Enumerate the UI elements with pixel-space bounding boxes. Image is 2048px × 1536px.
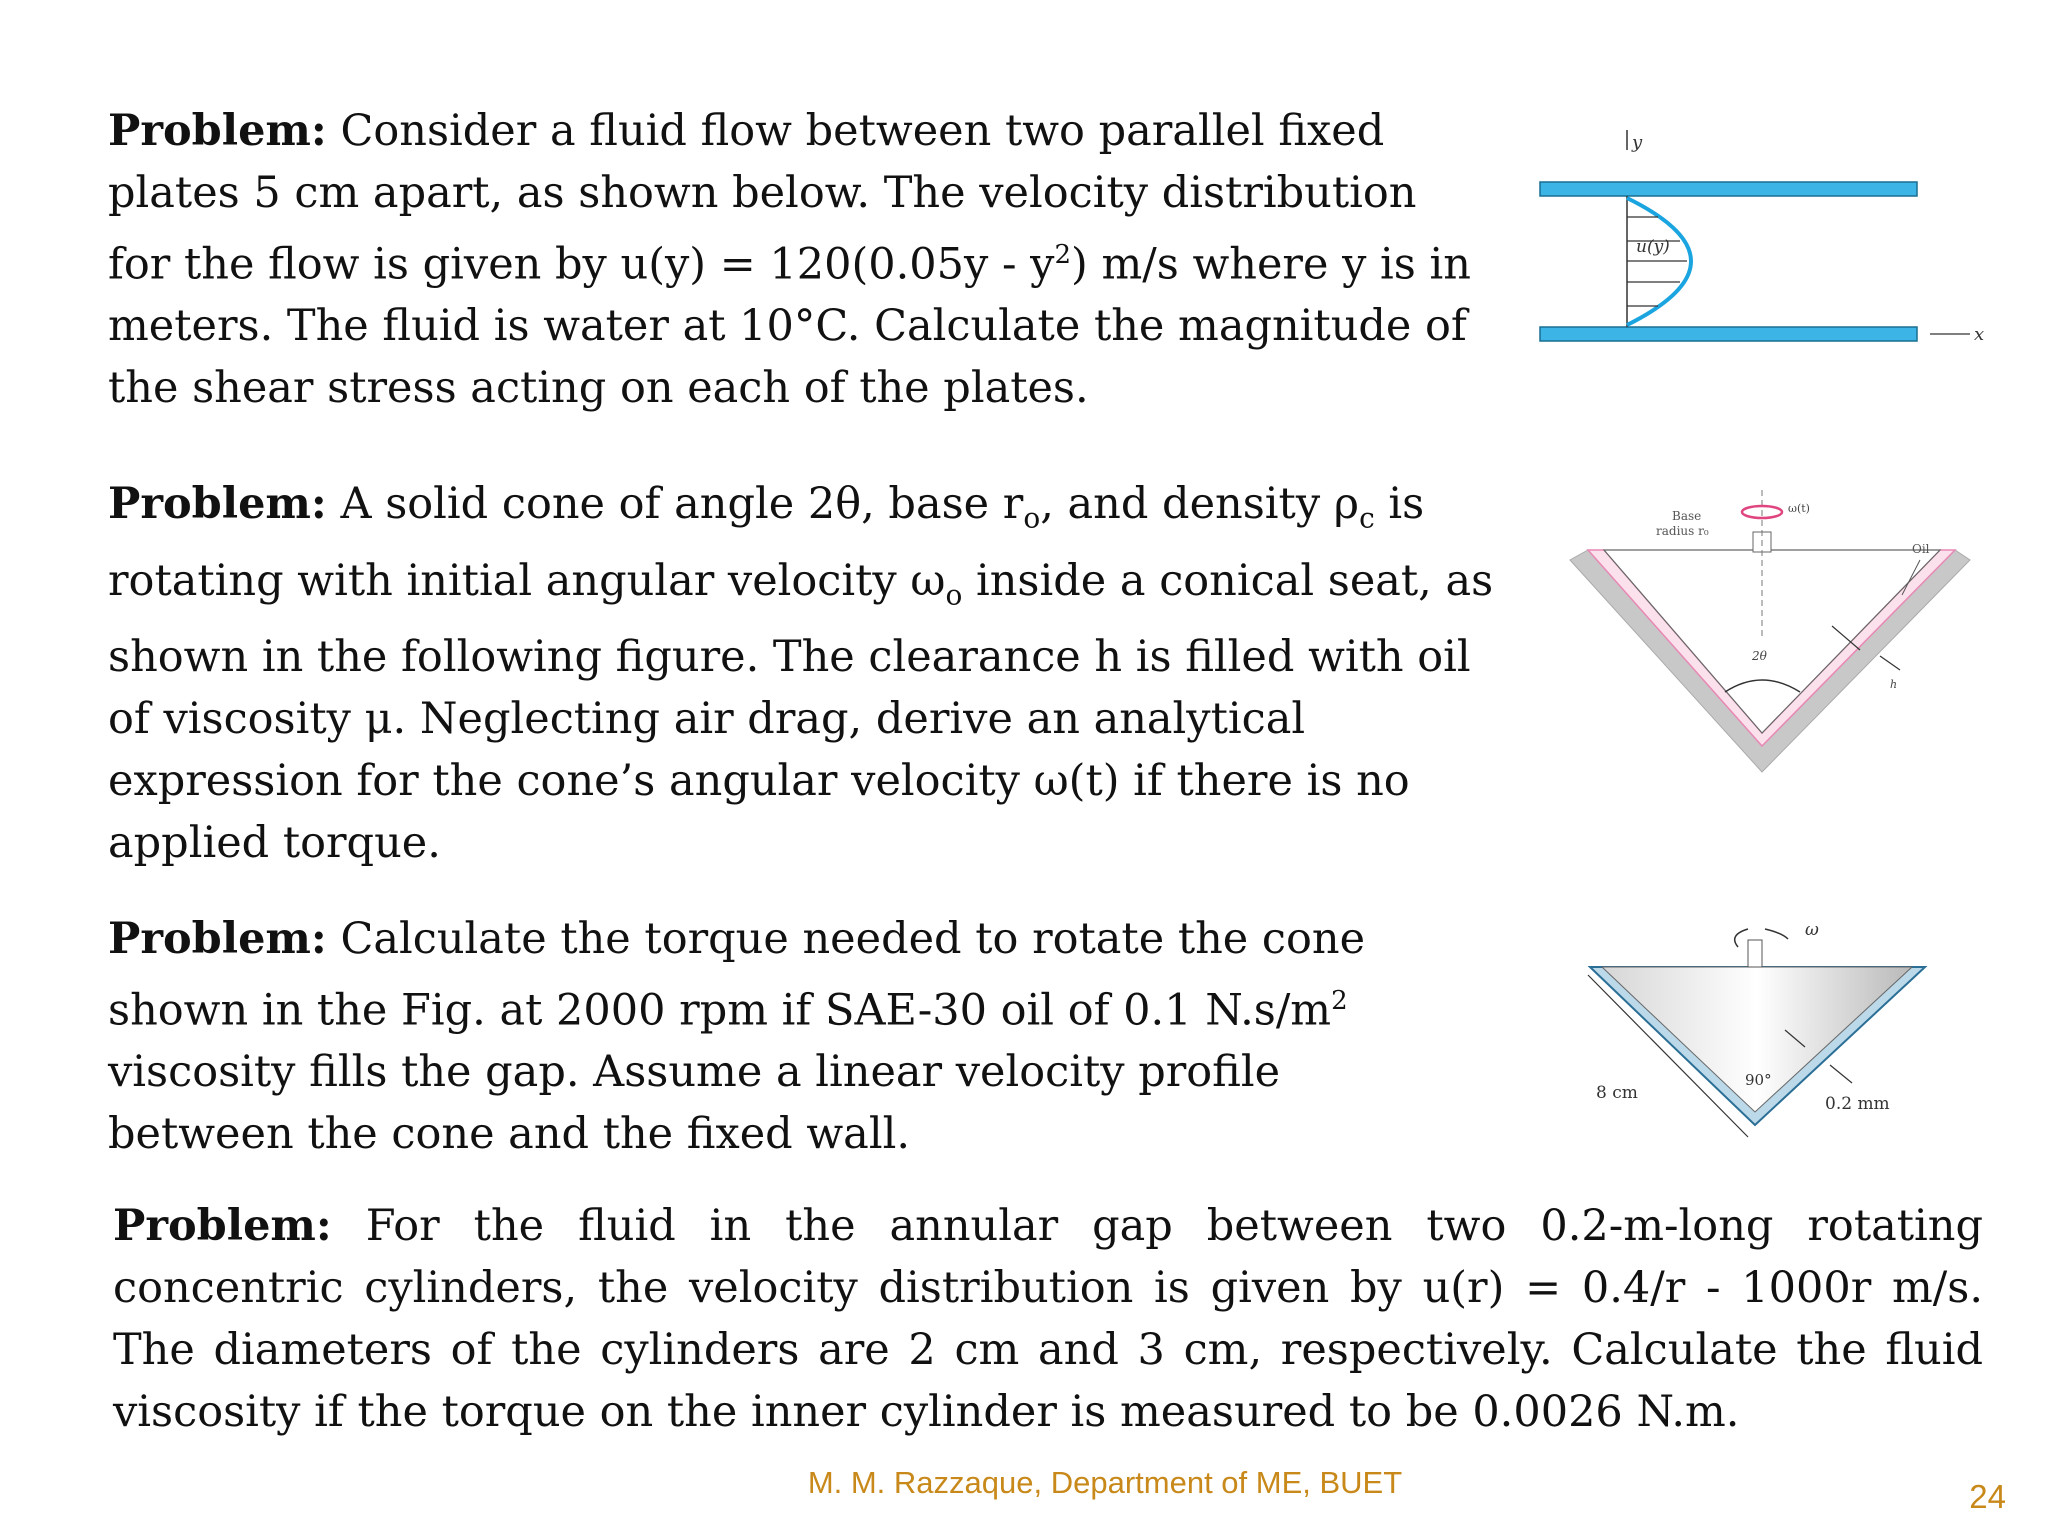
problem-1-label: Problem: [108,106,327,156]
footer-author: M. M. Razzaque, Department of ME, BUET [807,1465,1403,1500]
problem-3-sup: 2 [1331,986,1348,1016]
bottom-plate [1540,327,1917,341]
omega-label: ω [1805,920,1819,940]
profile-label: u(y) [1636,237,1670,257]
x-axis-label: x [1974,324,1985,345]
top-plate [1540,182,1917,196]
page-number: 24 [1969,1478,2006,1515]
problem-2-sub-a: o [1023,501,1041,535]
gap-label: 0.2 mm [1825,1094,1890,1114]
rotating-cone-figure [1560,905,1990,1155]
problem-1-sup: 2 [1054,240,1072,270]
cone-body [1602,967,1912,1112]
problem-2-text-a: A solid cone of angle 2θ, base r [326,479,1024,529]
cone-seat-figure [1560,490,1990,790]
problem-2 [108,473,1508,874]
problem-1-text: Consider a fluid flow between two parallel fixed plates 5 cm apart, as shown below. The velocity distribution for the flow is given by u(y) = 120(0.05y - y [108,106,1417,290]
problem-3 [108,908,1408,1165]
problem-1-text-cont: ) m/s where y is in meters. The fluid is water at 10°C. Calculate the magnitude of the shear stress acting on each of the plates. [108,239,1471,414]
problem-4-label: Problem: [113,1201,332,1251]
problem-2-text-d: inside a conical seat, as shown in the following figure. The clearance h is filled with oil of viscosity μ. Neglecting air drag, derive an analytical expression for the cone’s angular velocity ω(t) if there is no applied torque. [108,555,1494,869]
angle-label: 2θ [1752,649,1767,663]
problem-3-label: Problem: [108,914,327,964]
problem-4 [113,1195,1983,1443]
gap-label: h [1890,678,1898,691]
problem-3-text: Calculate the torque needed to rotate the cone shown in the Fig. at 2000 rpm if SAE-30 oil of 0.1 N.s/m [108,914,1366,1036]
problem-4-text: For the fluid in the annular gap between two 0.2-m-long rotating concentric cylinders, the velocity distribution is given by u(r) = 0.4/r - 1000r m/s. The diameters of the cylinders are 2 cm and 3 cm, respectively. Calculate the fluid viscosity if the torque on the inner cylinder is measured to be 0.0026 N.m. [113,1201,1983,1437]
angle-label: 90° [1745,1071,1772,1089]
problem-2-label: Problem: [108,479,327,529]
oil-label: Oil [1912,542,1930,556]
problem-2-sub-c: o [945,578,963,612]
base-label-1: Base [1672,509,1702,523]
problem-3-text-cont: viscosity fills the gap. Assume a linear velocity profile between the cone and the fixed wall. [108,1047,1281,1160]
problem-2-text-b: , and density ρ [1040,479,1360,529]
omega-label: ω(t) [1788,502,1810,515]
problem-2-sub-b: c [1359,501,1375,535]
length-label: 8 cm [1596,1083,1638,1103]
y-axis-label: y [1632,132,1643,153]
problem-1 [108,100,1488,419]
problem-2-text-c: is rotating with initial angular velocity ω [108,479,1425,606]
base-label-2: radius r₀ [1656,524,1709,538]
parallel-plates-figure [1520,120,2000,370]
